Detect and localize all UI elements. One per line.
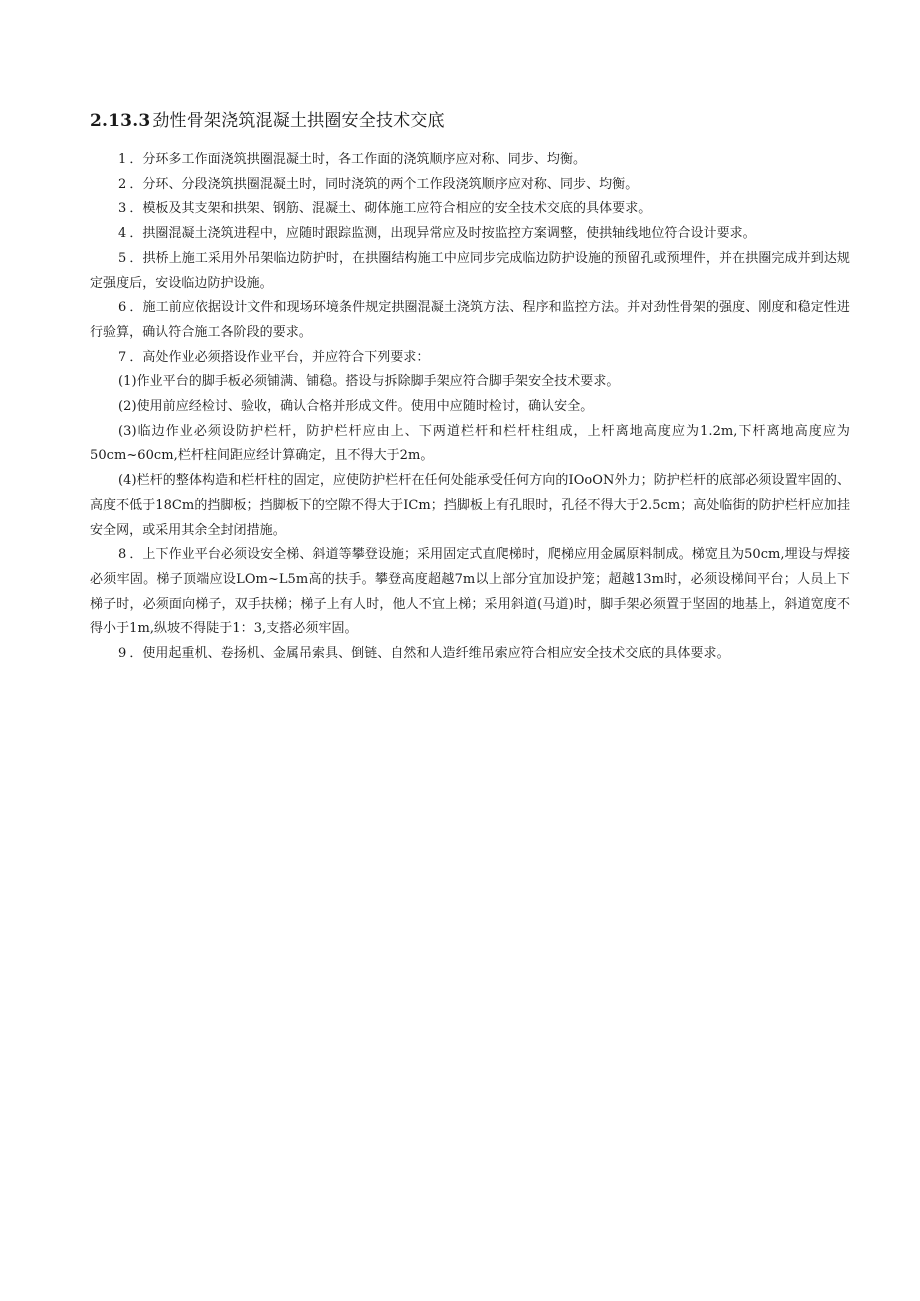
sub-item-text: 作业平台的脚手板必须铺满、铺稳。搭设与拆除脚手架应符合脚手架安全技术要求。 — [136, 374, 620, 390]
sub-item-marker: (3) — [118, 423, 137, 439]
item-marker: 4 — [118, 226, 127, 242]
sub-item-text: 栏杆的整体构造和栏杆柱的固定，应使防护栏杆在任何处能承受任何方向的IOoON外力；防护栏杆的底部必须设置牢固的、高度不低于18Cm的挡脚板；挡脚板下的空隙不得大于ICm；挡脚板上有孔眼时，孔径不得大于2.5cm；高处临街的防护栏杆应加挂安全网，或采用其余全封闭措施。 — [90, 473, 850, 538]
item-text: ．分环多工作面浇筑拱圈混凝土时，各工作面的浇筑顺序应对称、同步、均衡。 — [129, 152, 587, 167]
list-item-8 — [90, 543, 850, 642]
list-item-4 — [90, 222, 850, 247]
item-text: ．使用起重机、卷扬机、金属吊索具、倒链、自然和人造纤维吊索应符合相应安全技术交底的具体要求。 — [129, 646, 730, 662]
item-text: ．分环、分段浇筑拱圈混凝土时，同时浇筑的两个工作段浇筑顺序应对称、同步、均衡。 — [129, 176, 639, 192]
item-marker: 1 — [118, 152, 127, 167]
list-item-3 — [90, 197, 850, 222]
item-marker: 5 — [118, 250, 127, 266]
list-item-7 — [90, 346, 850, 371]
section-heading — [90, 108, 850, 134]
section-number: 2.13.3 — [90, 111, 151, 131]
sub-item-text: 临边作业必须设防护栏杆，防护栏杆应由上、下两道栏杆和栏杆柱组成，上杆离地高度应为1.2m,下杆离地高度应为50cm~60cm,栏杆柱间距应经计算确定，且不得大于2m。 — [90, 423, 850, 464]
list-item-6 — [90, 296, 850, 345]
item-marker: 2 — [118, 176, 127, 192]
item-marker: 6 — [118, 300, 127, 316]
document-body — [90, 148, 850, 667]
section-title: 劲性骨架浇筑混凝土拱圈安全技术交底 — [152, 111, 445, 131]
sub-item-marker: (2) — [118, 399, 137, 415]
list-item-9 — [90, 642, 850, 667]
item-text: ．拱桥上施工采用外吊架临边防护时，在拱圈结构施工中应同步完成临边防护设施的预留孔或预埋件，并在拱圈完成并到达规定强度后，安设临边防护设施。 — [90, 250, 850, 291]
item-text: ．施工前应依据设计文件和现场环境条件规定拱圈混凝土浇筑方法、程序和监控方法。并对劲性骨架的强度、刚度和稳定性进行验算，确认符合施工各阶段的要求。 — [90, 300, 850, 340]
sub-item-2 — [90, 395, 850, 420]
item-text: ．拱圈混凝土浇筑进程中，应随时跟踪监测，出现异常应及时按监控方案调整，使拱轴线地位符合设计要求。 — [129, 226, 756, 242]
item-marker: 8 — [118, 547, 127, 563]
item-text: ．上下作业平台必须设安全梯、斜道等攀登设施；采用固定式直爬梯时，爬梯应用金属原料制成。梯宽且为50cm,埋设与焊接必须牢固。梯子顶端应设LOm~L5m高的扶手。攀登高度超越7m以上部分宜加设护笼；超越13m时，必须设梯间平台；人员上下梯子时，必须面向梯子，双手扶梯；梯子上有人时，他人不宜上梯；采用斜道(马道)时，脚手架必须置于坚固的地基上，斜道宽度不得小于1m,纵坡不得陡于1：3,支搭必须牢固。 — [90, 547, 850, 637]
sub-item-3 — [90, 420, 850, 469]
sub-item-text: 使用前应经检讨、验收，确认合格并形成文件。使用中应随时检讨，确认安全。 — [136, 399, 594, 415]
item-marker: 9 — [118, 646, 127, 662]
list-item-1 — [90, 148, 850, 173]
list-item-5 — [90, 247, 850, 296]
item-text: ．模板及其支架和拱架、钢筋、混凝土、砌体施工应符合相应的安全技术交底的具体要求。 — [129, 201, 652, 217]
list-item-2 — [90, 173, 850, 198]
item-text: ．高处作业必须搭设作业平台，并应符合下列要求： — [129, 349, 430, 365]
sub-item-4 — [90, 469, 850, 543]
item-marker: 3 — [118, 201, 127, 217]
sub-item-marker: (1) — [118, 374, 137, 390]
sub-item-marker: (4) — [118, 473, 137, 489]
item-marker: 7 — [118, 349, 127, 365]
sub-item-1 — [90, 370, 850, 395]
